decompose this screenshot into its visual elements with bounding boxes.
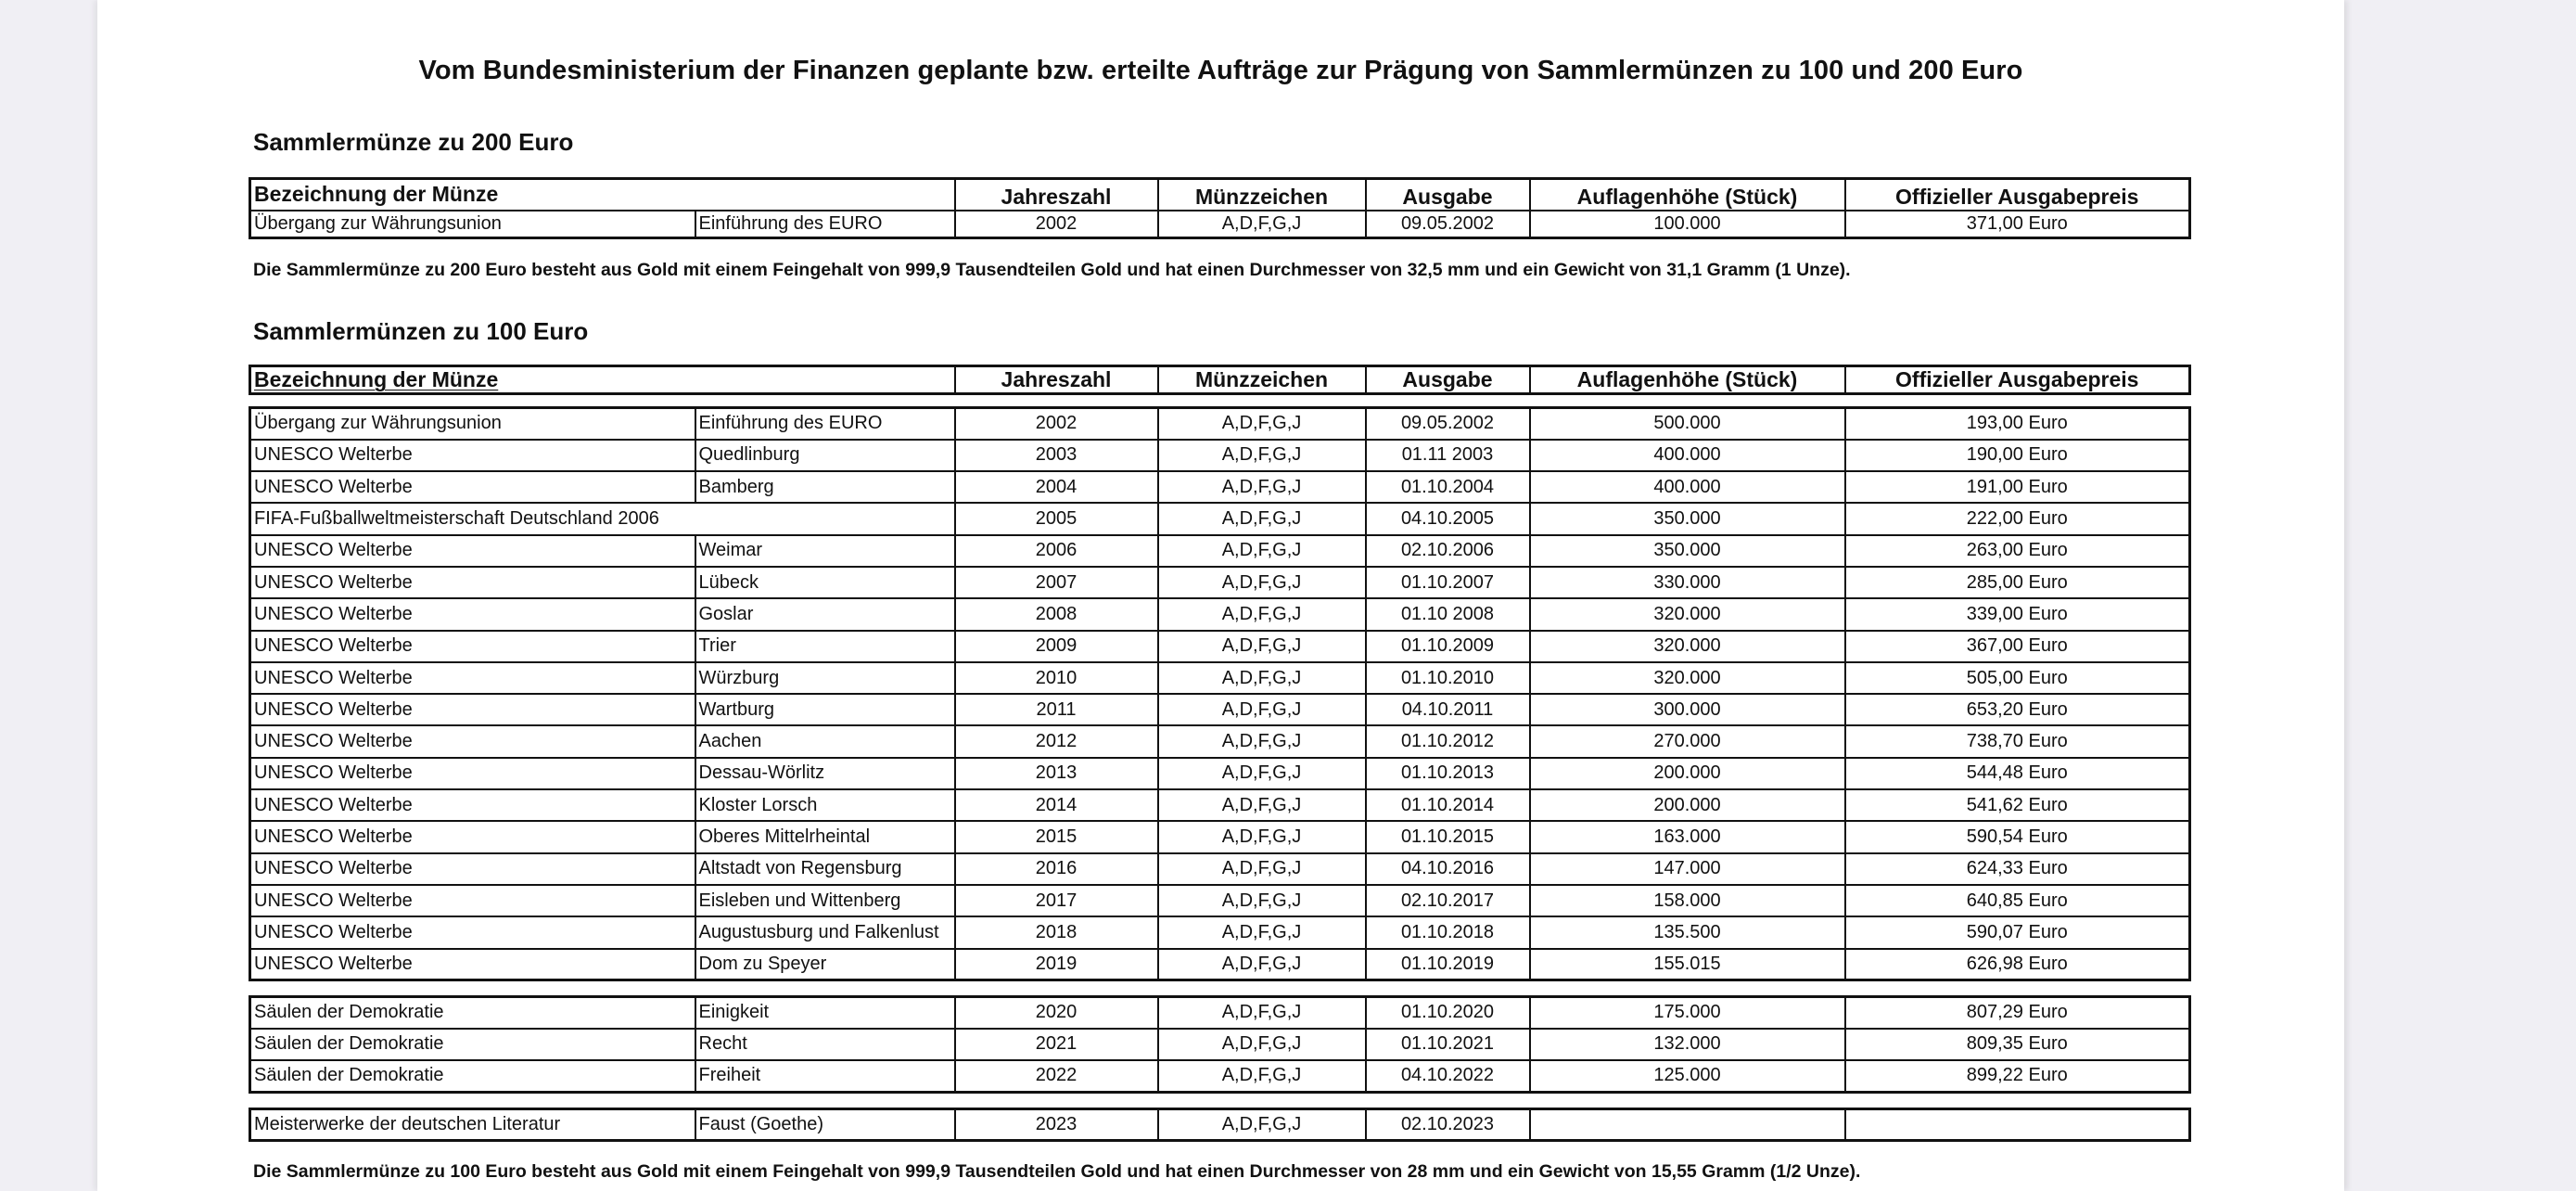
cell-issue-date: 01.10.2007 <box>1366 567 1530 598</box>
cell-mint-marks: A,D,F,G,J <box>1158 725 1366 757</box>
table-row <box>250 789 2190 821</box>
column-header-price: Offizieller Ausgabepreis <box>1845 179 2190 211</box>
cell-year: 2011 <box>955 694 1158 725</box>
table-row <box>250 949 2190 980</box>
cell-year: 2004 <box>955 471 1158 503</box>
table-100-euro-literature <box>249 1108 2191 1142</box>
table-row <box>250 821 2190 852</box>
cell-mintage: 350.000 <box>1530 503 1845 534</box>
cell-mint-marks: A,D,F,G,J <box>1158 1060 1366 1092</box>
cell-motif: Lübeck <box>695 567 955 598</box>
cell-issue-date: 02.10.2006 <box>1366 535 1530 567</box>
table-row <box>250 916 2190 948</box>
cell-motif: Goslar <box>695 598 955 630</box>
cell-year: 2003 <box>955 440 1158 471</box>
cell-price: 190,00 Euro <box>1845 440 2190 471</box>
cell-year: 2002 <box>955 408 1158 440</box>
cell-year: 2020 <box>955 997 1158 1029</box>
cell-year: 2023 <box>955 1109 1158 1141</box>
table-row <box>250 885 2190 916</box>
cell-series: Übergang zur Währungsunion <box>250 211 695 238</box>
table-100-euro-main <box>249 406 2191 981</box>
cell-series: Säulen der Demokratie <box>250 1060 695 1092</box>
cell-issue-date: 04.10.2011 <box>1366 694 1530 725</box>
cell-series: UNESCO Welterbe <box>250 885 695 916</box>
cell-price: 807,29 Euro <box>1845 997 2190 1029</box>
cell-issue-date: 01.10.2010 <box>1366 662 1530 694</box>
cell-mintage: 320.000 <box>1530 598 1845 630</box>
table-row <box>250 1029 2190 1060</box>
column-header-mint-marks: Münzzeichen <box>1158 179 1366 211</box>
cell-mintage: 200.000 <box>1530 758 1845 789</box>
cell-mintage: 320.000 <box>1530 662 1845 694</box>
cell-issue-date: 01.11 2003 <box>1366 440 1530 471</box>
cell-series: UNESCO Welterbe <box>250 821 695 852</box>
cell-motif: Faust (Goethe) <box>695 1109 955 1141</box>
cell-price: 899,22 Euro <box>1845 1060 2190 1092</box>
cell-series: UNESCO Welterbe <box>250 694 695 725</box>
cell-series: UNESCO Welterbe <box>250 725 695 757</box>
cell-issue-date: 01.10.2012 <box>1366 725 1530 757</box>
cell-motif: Oberes Mittelrheintal <box>695 821 955 852</box>
column-header-name: Bezeichnung der Münze <box>250 366 955 394</box>
cell-mintage <box>1530 1109 1845 1141</box>
cell-price: 371,00 Euro <box>1845 211 2190 238</box>
cell-price: 590,07 Euro <box>1845 916 2190 948</box>
cell-series: UNESCO Welterbe <box>250 758 695 789</box>
cell-issue-date: 02.10.2017 <box>1366 885 1530 916</box>
table-row <box>250 725 2190 757</box>
cell-mintage: 175.000 <box>1530 997 1845 1029</box>
cell-issue-date: 01.10.2004 <box>1366 471 1530 503</box>
cell-mint-marks: A,D,F,G,J <box>1158 662 1366 694</box>
cell-series: UNESCO Welterbe <box>250 440 695 471</box>
note-100-euro: Die Sammlermünze zu 100 Euro besteht aus Gold mit einem Feingehalt von 999,9 Tausendteilen Gold und hat einen Durchmesser von 28 mm und ein Gewicht von 15,55 Gramm (1/2 Unze). <box>253 1161 1861 1182</box>
cell-mintage: 400.000 <box>1530 471 1845 503</box>
cell-series: UNESCO Welterbe <box>250 949 695 980</box>
cell-motif: Recht <box>695 1029 955 1060</box>
cell-mint-marks: A,D,F,G,J <box>1158 916 1366 948</box>
column-header-price: Offizieller Ausgabepreis <box>1845 366 2190 394</box>
cell-issue-date: 04.10.2016 <box>1366 853 1530 885</box>
cell-price: 738,70 Euro <box>1845 725 2190 757</box>
cell-issue-date: 01.10.2009 <box>1366 631 1530 662</box>
cell-issue-date: 09.05.2002 <box>1366 211 1530 238</box>
column-header-name: Bezeichnung der Münze <box>250 179 955 211</box>
cell-mintage: 125.000 <box>1530 1060 1845 1092</box>
cell-series: FIFA-Fußballweltmeisterschaft Deutschland 2006 <box>250 503 955 534</box>
cell-motif: Dom zu Speyer <box>695 949 955 980</box>
cell-mint-marks: A,D,F,G,J <box>1158 853 1366 885</box>
cell-year: 2006 <box>955 535 1158 567</box>
cell-motif: Weimar <box>695 535 955 567</box>
cell-price: 222,00 Euro <box>1845 503 2190 534</box>
clipped-previous-line <box>459 0 471 2</box>
cell-year: 2015 <box>955 821 1158 852</box>
cell-mint-marks: A,D,F,G,J <box>1158 440 1366 471</box>
section-title-200: Sammlermünze zu 200 Euro <box>253 128 574 156</box>
cell-series: Meisterwerke der deutschen Literatur <box>250 1109 695 1141</box>
cell-price: 653,20 Euro <box>1845 694 2190 725</box>
cell-mint-marks: A,D,F,G,J <box>1158 1109 1366 1141</box>
cell-motif: Wartburg <box>695 694 955 725</box>
cell-series: UNESCO Welterbe <box>250 916 695 948</box>
cell-issue-date: 01.10.2015 <box>1366 821 1530 852</box>
cell-motif: Aachen <box>695 725 955 757</box>
cell-issue-date: 01.10.2020 <box>1366 997 1530 1029</box>
cell-motif: Bamberg <box>695 471 955 503</box>
table-200-euro <box>249 177 2191 239</box>
cell-series: UNESCO Welterbe <box>250 471 695 503</box>
cell-mint-marks: A,D,F,G,J <box>1158 631 1366 662</box>
cell-price: 193,00 Euro <box>1845 408 2190 440</box>
cell-price: 626,98 Euro <box>1845 949 2190 980</box>
table-row <box>250 997 2190 1029</box>
column-header-mintage: Auflagenhöhe (Stück) <box>1530 366 1845 394</box>
cell-motif: Einigkeit <box>695 997 955 1029</box>
cell-price: 624,33 Euro <box>1845 853 2190 885</box>
cell-series: UNESCO Welterbe <box>250 662 695 694</box>
table-100-euro-democracy <box>249 995 2191 1094</box>
cell-year: 2019 <box>955 949 1158 980</box>
cell-mint-marks: A,D,F,G,J <box>1158 949 1366 980</box>
cell-year: 2014 <box>955 789 1158 821</box>
cell-mintage: 163.000 <box>1530 821 1845 852</box>
cell-mint-marks: A,D,F,G,J <box>1158 211 1366 238</box>
cell-year: 2021 <box>955 1029 1158 1060</box>
cell-price: 191,00 Euro <box>1845 471 2190 503</box>
cell-mint-marks: A,D,F,G,J <box>1158 885 1366 916</box>
cell-mint-marks: A,D,F,G,J <box>1158 471 1366 503</box>
cell-issue-date: 01.10.2013 <box>1366 758 1530 789</box>
cell-issue-date: 01.10.2019 <box>1366 949 1530 980</box>
column-header-mintage: Auflagenhöhe (Stück) <box>1530 179 1845 211</box>
cell-motif: Altstadt von Regensburg <box>695 853 955 885</box>
cell-year: 2013 <box>955 758 1158 789</box>
table-row <box>250 853 2190 885</box>
cell-mintage: 100.000 <box>1530 211 1845 238</box>
cell-issue-date: 01.10 2008 <box>1366 598 1530 630</box>
cell-motif: Trier <box>695 631 955 662</box>
cell-price: 590,54 Euro <box>1845 821 2190 852</box>
cell-motif: Quedlinburg <box>695 440 955 471</box>
cell-series: Säulen der Demokratie <box>250 1029 695 1060</box>
table-row <box>250 211 2190 238</box>
cell-mint-marks: A,D,F,G,J <box>1158 503 1366 534</box>
cell-price: 339,00 Euro <box>1845 598 2190 630</box>
column-header-issue-date: Ausgabe <box>1366 366 1530 394</box>
cell-price: 367,00 Euro <box>1845 631 2190 662</box>
cell-motif: Würzburg <box>695 662 955 694</box>
cell-price: 285,00 Euro <box>1845 567 2190 598</box>
cell-series: UNESCO Welterbe <box>250 631 695 662</box>
cell-mintage: 330.000 <box>1530 567 1845 598</box>
cell-motif: Dessau-Wörlitz <box>695 758 955 789</box>
cell-price: 809,35 Euro <box>1845 1029 2190 1060</box>
cell-series: Säulen der Demokratie <box>250 997 695 1029</box>
cell-year: 2016 <box>955 853 1158 885</box>
table-row <box>250 631 2190 662</box>
table-header-row <box>250 179 2190 211</box>
cell-issue-date: 01.10.2021 <box>1366 1029 1530 1060</box>
document-page <box>97 0 2344 1191</box>
cell-mintage: 147.000 <box>1530 853 1845 885</box>
note-200-euro: Die Sammlermünze zu 200 Euro besteht aus Gold mit einem Feingehalt von 999,9 Tausendteilen Gold und hat einen Durchmesser von 32,5 mm und ein Gewicht von 31,1 Gramm (1 Unze). <box>253 260 1851 280</box>
document-title: Vom Bundesministerium der Finanzen geplante bzw. erteilte Aufträge zur Prägung von Sammlermünzen zu 100 und 200 Euro <box>418 56 2023 85</box>
cell-mint-marks: A,D,F,G,J <box>1158 535 1366 567</box>
cell-issue-date: 01.10.2014 <box>1366 789 1530 821</box>
table-row <box>250 1109 2190 1141</box>
cell-motif: Eisleben und Wittenberg <box>695 885 955 916</box>
cell-year: 2012 <box>955 725 1158 757</box>
cell-price <box>1845 1109 2190 1141</box>
cell-mint-marks: A,D,F,G,J <box>1158 694 1366 725</box>
cell-price: 505,00 Euro <box>1845 662 2190 694</box>
cell-series: UNESCO Welterbe <box>250 789 695 821</box>
table-row <box>250 408 2190 440</box>
column-header-mint-marks: Münzzeichen <box>1158 366 1366 394</box>
table-row <box>250 662 2190 694</box>
cell-motif: Augustusburg und Falkenlust <box>695 916 955 948</box>
column-header-issue-date: Ausgabe <box>1366 179 1530 211</box>
cell-price: 640,85 Euro <box>1845 885 2190 916</box>
cell-issue-date: 04.10.2005 <box>1366 503 1530 534</box>
cell-mint-marks: A,D,F,G,J <box>1158 789 1366 821</box>
cell-series: UNESCO Welterbe <box>250 535 695 567</box>
table-row <box>250 471 2190 503</box>
column-header-year: Jahreszahl <box>955 179 1158 211</box>
cell-price: 541,62 Euro <box>1845 789 2190 821</box>
table-header-row <box>250 366 2190 394</box>
cell-mintage: 132.000 <box>1530 1029 1845 1060</box>
column-header-year: Jahreszahl <box>955 366 1158 394</box>
cell-mintage: 350.000 <box>1530 535 1845 567</box>
cell-year: 2008 <box>955 598 1158 630</box>
table-row <box>250 440 2190 471</box>
cell-year: 2005 <box>955 503 1158 534</box>
cell-series: UNESCO Welterbe <box>250 567 695 598</box>
cell-issue-date: 02.10.2023 <box>1366 1109 1530 1141</box>
cell-motif: Freiheit <box>695 1060 955 1092</box>
section-title-100: Sammlermünzen zu 100 Euro <box>253 317 589 345</box>
cell-mint-marks: A,D,F,G,J <box>1158 821 1366 852</box>
cell-mint-marks: A,D,F,G,J <box>1158 997 1366 1029</box>
table-row <box>250 598 2190 630</box>
cell-mint-marks: A,D,F,G,J <box>1158 408 1366 440</box>
cell-year: 2002 <box>955 211 1158 238</box>
table-row <box>250 535 2190 567</box>
table-row <box>250 694 2190 725</box>
cell-mintage: 158.000 <box>1530 885 1845 916</box>
table-row <box>250 503 2190 534</box>
cell-year: 2022 <box>955 1060 1158 1092</box>
cell-motif: Einführung des EURO <box>695 211 955 238</box>
cell-mint-marks: A,D,F,G,J <box>1158 567 1366 598</box>
cell-mint-marks: A,D,F,G,J <box>1158 758 1366 789</box>
cell-series: Übergang zur Währungsunion <box>250 408 695 440</box>
table-row <box>250 1060 2190 1092</box>
cell-mintage: 270.000 <box>1530 725 1845 757</box>
table-100-euro-header <box>249 365 2191 395</box>
cell-year: 2007 <box>955 567 1158 598</box>
cell-year: 2009 <box>955 631 1158 662</box>
cell-mintage: 200.000 <box>1530 789 1845 821</box>
cell-mint-marks: A,D,F,G,J <box>1158 1029 1366 1060</box>
cell-mintage: 300.000 <box>1530 694 1845 725</box>
table-row <box>250 758 2190 789</box>
cell-mintage: 400.000 <box>1530 440 1845 471</box>
cell-price: 544,48 Euro <box>1845 758 2190 789</box>
cell-series: UNESCO Welterbe <box>250 598 695 630</box>
cell-year: 2010 <box>955 662 1158 694</box>
cell-year: 2017 <box>955 885 1158 916</box>
cell-mintage: 320.000 <box>1530 631 1845 662</box>
cell-mintage: 135.500 <box>1530 916 1845 948</box>
cell-mintage: 155.015 <box>1530 949 1845 980</box>
table-row <box>250 567 2190 598</box>
cell-mintage: 500.000 <box>1530 408 1845 440</box>
cell-motif: Kloster Lorsch <box>695 789 955 821</box>
cell-mint-marks: A,D,F,G,J <box>1158 598 1366 630</box>
cell-year: 2018 <box>955 916 1158 948</box>
cell-issue-date: 09.05.2002 <box>1366 408 1530 440</box>
cell-price: 263,00 Euro <box>1845 535 2190 567</box>
cell-series: UNESCO Welterbe <box>250 853 695 885</box>
cell-issue-date: 01.10.2018 <box>1366 916 1530 948</box>
cell-motif: Einführung des EURO <box>695 408 955 440</box>
cell-issue-date: 04.10.2022 <box>1366 1060 1530 1092</box>
